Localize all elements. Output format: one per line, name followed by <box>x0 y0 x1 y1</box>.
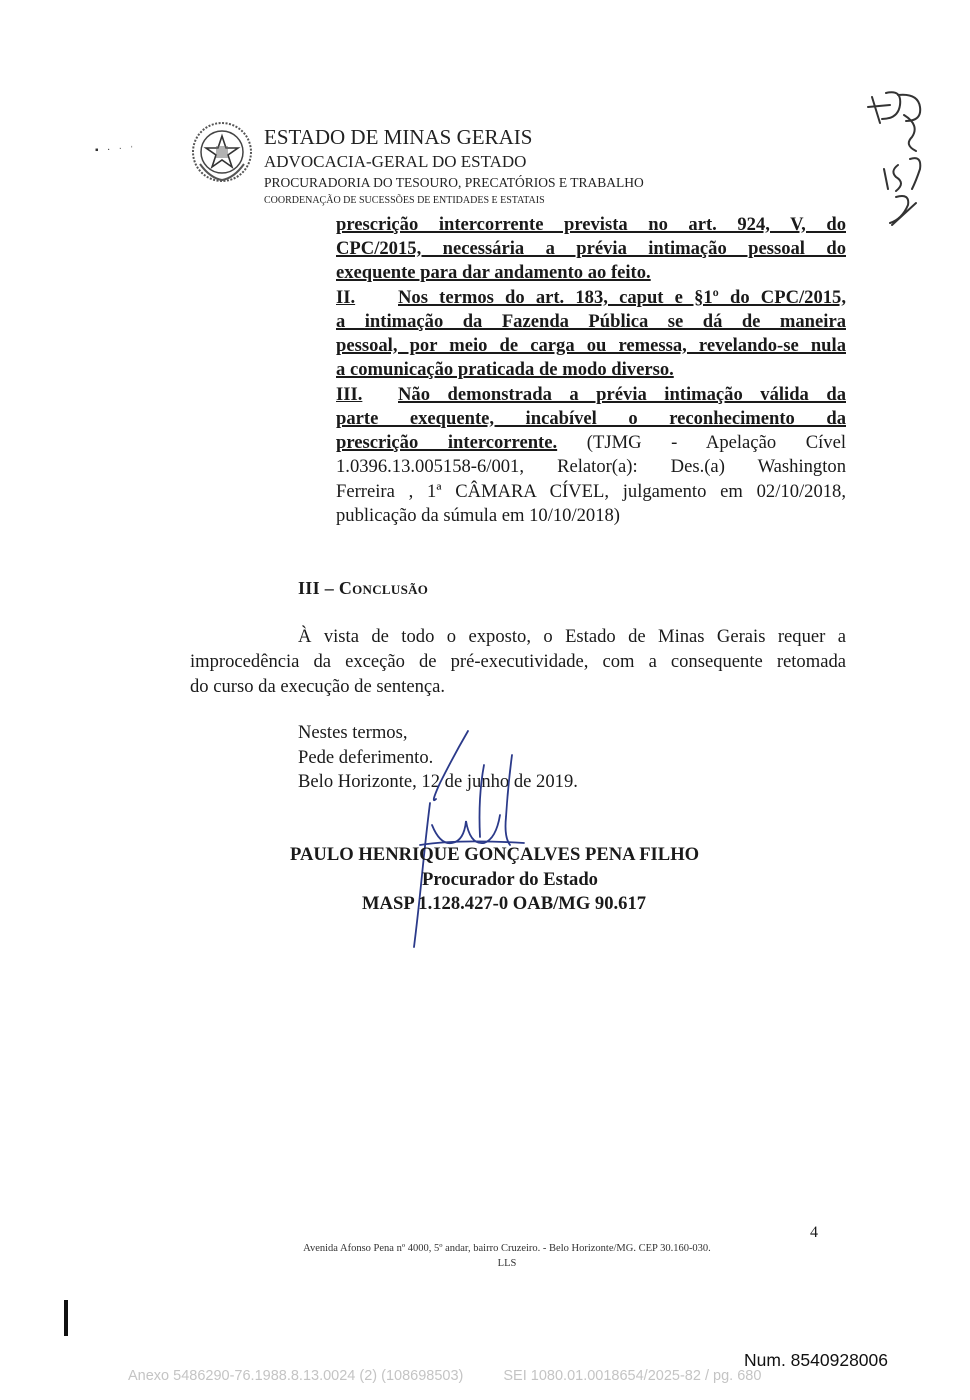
closing-line-2: Pede deferimento. <box>298 747 434 768</box>
header-coordenacao: COORDENAÇÃO DE SUCESSÕES DE ENTIDADES E ESTATAIS <box>264 195 545 206</box>
quote-line-9: parte exequente, incabível o reconhecimento da <box>336 408 846 429</box>
scan-edge-mark <box>64 1300 68 1336</box>
header-procuradoria: PROCURADORIA DO TESOURO, PRECATÓRIOS E TRABALHO <box>264 175 644 190</box>
quote-item-ii-number: II. <box>336 287 356 308</box>
section-number: III – <box>298 578 339 598</box>
quote-line-13: publicação da súmula em 10/10/2018) <box>336 505 620 526</box>
minas-gerais-coat-of-arms-icon <box>190 120 254 184</box>
annex-reference <box>128 1368 761 1384</box>
quote-line-6: pessoal, por meio de carga ou remessa, revelando-se nula <box>336 335 846 356</box>
signer-role: Procurador do Estado <box>422 869 598 890</box>
quote-item-iii <box>336 383 846 407</box>
scan-specks: ▪ · ˑ ˈ <box>95 145 137 156</box>
footer-address: Avenida Afonso Pena nº 4000, 5º andar, bairro Cruzeiro. - Belo Horizonte/MG. CEP 30.160-030. <box>303 1243 711 1254</box>
quote-line-7: a comunicação praticada de modo diverso. <box>336 359 674 380</box>
quote-line-4: Nos termos do art. 183, caput e §1º do CPC/2015, <box>398 287 846 308</box>
quote-line-1: prescrição intercorrente prevista no art. 924, V, do <box>336 214 846 235</box>
handwritten-folio-mark <box>862 85 940 235</box>
signer-name: PAULO HENRIQUE GONÇALVES PENA FILHO <box>290 844 700 865</box>
closing-line-1: Nestes termos, <box>298 722 408 743</box>
quote-item-ii <box>336 286 846 310</box>
page-number: 4 <box>810 1224 818 1241</box>
footer-initials: LLS <box>497 1258 517 1269</box>
section-word: Conclusão <box>338 578 429 598</box>
quote-line-3: exequente para dar andamento ao feito. <box>336 262 651 283</box>
quote-line-2: CPC/2015, necessária a prévia intimação pessoal do <box>336 238 846 259</box>
handwritten-signature <box>400 725 540 950</box>
closing-date: Belo Horizonte, 12 de junho de 2019. <box>298 771 578 792</box>
conclusion-paragraph-line-3: do curso da execução de sentença. <box>190 676 446 697</box>
header-agency: ADVOCACIA-GERAL DO ESTADO <box>264 152 527 171</box>
quote-line-12: Ferreira , 1ª CÂMARA CÍVEL, julgamento em 02/10/2018, <box>336 481 846 502</box>
quote-line-10-bold: prescrição intercorrente. <box>336 432 558 453</box>
annex-right: SEI 1080.01.0018654/2025-82 / pg. 680 <box>503 1368 762 1384</box>
conclusion-paragraph-line-1: À vista de todo o exposto, o Estado de Minas Gerais requer a <box>298 626 846 647</box>
header-state: ESTADO DE MINAS GERAIS <box>264 125 533 149</box>
quote-item-iii-number: III. <box>336 384 363 405</box>
quote-line-10 <box>336 431 846 455</box>
quote-line-11: 1.0396.13.005158-6/001, Relator(a): Des.(a) Washington <box>336 456 846 477</box>
quote-line-10-citation: (TJMG - Apelação Cível <box>586 432 847 453</box>
quote-line-8: Não demonstrada a prévia intimação válida da <box>398 384 846 405</box>
signer-registration: MASP 1.128.427-0 OAB/MG 90.617 <box>362 893 647 914</box>
section-title-conclusion <box>298 578 428 599</box>
annex-left: Anexo 5486290-76.1988.8.13.0024 (2) (108698503) <box>128 1368 464 1384</box>
document-number: Num. 8540928006 <box>744 1350 888 1370</box>
conclusion-paragraph-line-2: improcedência da exceção de pré-executividade, com a consequente retomada <box>190 651 846 672</box>
quote-line-5: a intimação da Fazenda Pública se dá de maneira <box>336 311 846 332</box>
